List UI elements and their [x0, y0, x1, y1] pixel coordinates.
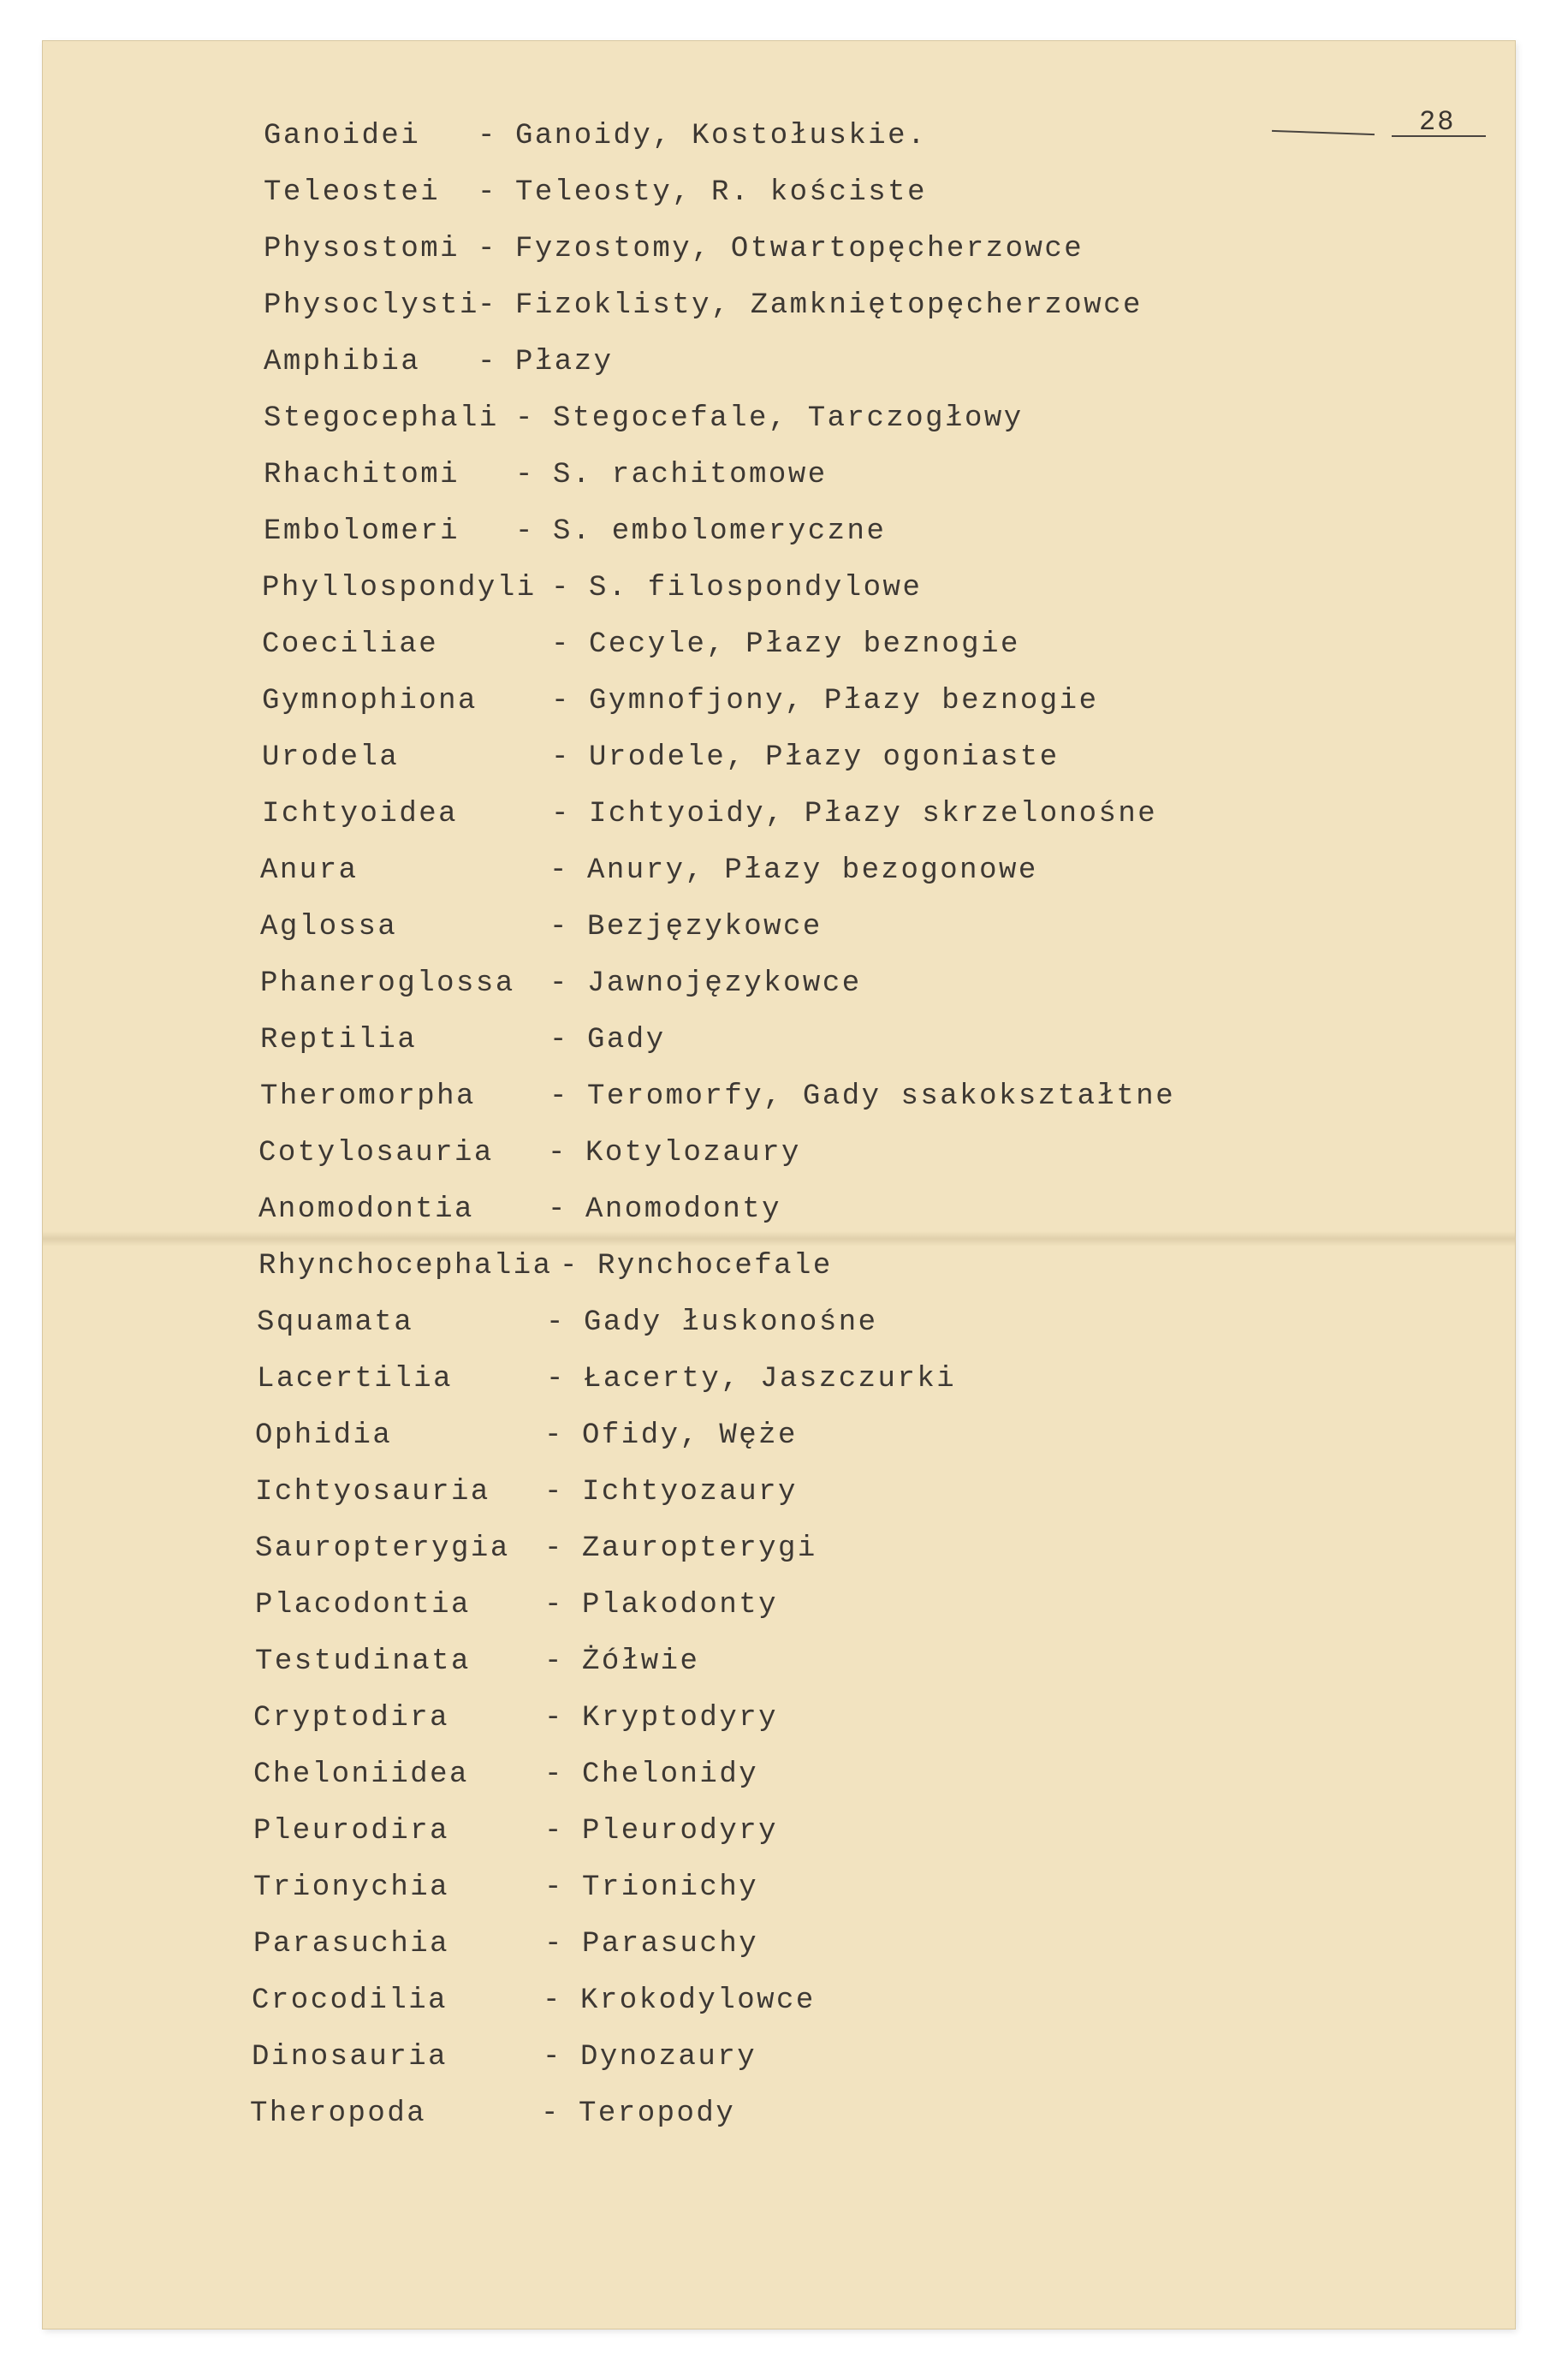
latin-term: Cotylosauria [258, 1137, 494, 1169]
latin-term: Coeciliae [262, 628, 439, 661]
latin-term: Stegocephali [264, 402, 499, 435]
separator-dash: - [544, 1589, 564, 1621]
latin-term: Teleostei [264, 176, 441, 209]
separator-dash: - [544, 1815, 564, 1847]
polish-term: Ichtyozaury [582, 1476, 798, 1508]
polish-term: Rynchocefale [597, 1250, 833, 1282]
latin-term: Ganoidei [264, 120, 421, 152]
latin-term: Ichtyoidea [262, 798, 459, 830]
separator-dash: - [548, 1193, 567, 1226]
separator-dash: - [551, 685, 571, 717]
separator-dash: - [544, 1645, 564, 1678]
separator-dash: - [478, 233, 497, 265]
polish-term: Stegocefale, Tarczogłowy [553, 402, 1024, 435]
polish-term: Zauropterygi [582, 1532, 817, 1565]
separator-dash: - [478, 346, 497, 378]
latin-term: Amphibia [264, 346, 421, 378]
separator-dash: - [551, 741, 571, 774]
polish-term: Fyzostomy, Otwartopęcherzowce [515, 233, 1084, 265]
polish-term: Anomodonty [585, 1193, 782, 1226]
separator-dash: - [549, 854, 569, 887]
latin-term: Ophidia [255, 1419, 393, 1452]
polish-term: Jawnojęzykowce [587, 967, 862, 1000]
glossary-list [43, 41, 1515, 2329]
separator-dash: - [549, 911, 569, 943]
polish-term: Bezjęzykowce [587, 911, 823, 943]
latin-term: Anomodontia [258, 1193, 474, 1226]
typed-page [43, 41, 1515, 2329]
polish-term: Teromorfy, Gady ssakokształtne [587, 1080, 1176, 1113]
polish-term: Kotylozaury [585, 1137, 801, 1169]
latin-term: Theropoda [250, 2097, 427, 2130]
polish-term: Trionichy [582, 1871, 759, 1904]
polish-term: Gymnofjony, Płazy beznogie [589, 685, 1099, 717]
latin-term: Anura [260, 854, 359, 887]
latin-term: Urodela [262, 741, 400, 774]
latin-term: Aglossa [260, 911, 398, 943]
polish-term: Ganoidy, Kostołuskie. [515, 120, 927, 152]
page-number: 28 [1419, 106, 1456, 138]
polish-term: Kryptodyry [582, 1702, 779, 1734]
polish-term: Żółwie [582, 1645, 700, 1678]
polish-term: S. rachitomowe [553, 459, 828, 491]
polish-term: Krokodylowce [580, 1984, 816, 2017]
polish-term: Gady [587, 1024, 666, 1056]
separator-dash: - [544, 1532, 564, 1565]
separator-dash: - [551, 572, 571, 604]
latin-term: Cryptodira [253, 1702, 450, 1734]
separator-dash: - [544, 1419, 564, 1452]
latin-term: Physostomi [264, 233, 460, 265]
latin-term: Parasuchia [253, 1928, 450, 1961]
separator-dash: - [549, 1024, 569, 1056]
separator-dash: - [549, 967, 569, 1000]
separator-dash: - [541, 2097, 561, 2130]
latin-term: Crocodilia [252, 1984, 448, 2017]
separator-dash: - [549, 1080, 569, 1113]
separator-dash: - [478, 120, 497, 152]
latin-term: Squamata [257, 1306, 414, 1339]
separator-dash: - [478, 176, 497, 209]
latin-term: Rhachitomi [264, 459, 460, 491]
polish-term: Gady łuskonośne [584, 1306, 878, 1339]
polish-term: S. embolomeryczne [553, 515, 887, 548]
polish-term: Urodele, Płazy ogoniaste [589, 741, 1060, 774]
separator-dash: - [551, 798, 571, 830]
separator-dash: - [544, 1871, 564, 1904]
latin-term: Phaneroglossa [260, 967, 515, 1000]
polish-term: Łacerty, Jaszczurki [584, 1363, 957, 1395]
polish-term: Anury, Płazy bezogonowe [587, 854, 1038, 887]
polish-term: S. filospondylowe [589, 572, 923, 604]
polish-term: Ichtyoidy, Płazy skrzelonośne [589, 798, 1158, 830]
polish-term: Chelonidy [582, 1758, 759, 1791]
separator-dash: - [546, 1306, 566, 1339]
latin-term: Placodontia [255, 1589, 471, 1621]
latin-term: Sauropterygia [255, 1532, 510, 1565]
latin-term: Theromorpha [260, 1080, 476, 1113]
separator-dash: - [544, 1476, 564, 1508]
polish-term: Ofidy, Węże [582, 1419, 798, 1452]
polish-term: Dynozaury [580, 2041, 757, 2074]
separator-dash: - [548, 1137, 567, 1169]
separator-dash: - [546, 1363, 566, 1395]
polish-term: Pleurodyry [582, 1815, 779, 1847]
latin-term: Gymnophiona [262, 685, 478, 717]
separator-dash: - [543, 2041, 562, 2074]
latin-term: Ichtyosauria [255, 1476, 490, 1508]
separator-dash: - [515, 515, 535, 548]
latin-term: Dinosauria [252, 2041, 448, 2074]
polish-term: Cecyle, Płazy beznogie [589, 628, 1020, 661]
separator-dash: - [543, 1984, 562, 2017]
polish-term: Plakodonty [582, 1589, 779, 1621]
latin-term: Reptilia [260, 1024, 418, 1056]
separator-dash: - [544, 1702, 564, 1734]
latin-term: Pleurodira [253, 1815, 450, 1847]
separator-dash: - [544, 1928, 564, 1961]
separator-dash: - [515, 459, 535, 491]
separator-dash: - [560, 1250, 579, 1282]
separator-dash: - [551, 628, 571, 661]
separator-dash: - [544, 1758, 564, 1791]
latin-term: Physoclysti [264, 289, 479, 322]
latin-term: Testudinata [255, 1645, 471, 1678]
polish-term: Płazy [515, 346, 614, 378]
polish-term: Fizoklisty, Zamkniętopęcherzowce [515, 289, 1143, 322]
polish-term: Parasuchy [582, 1928, 759, 1961]
latin-term: Embolomeri [264, 515, 460, 548]
latin-term: Cheloniidea [253, 1758, 469, 1791]
latin-term: Rhynchocephalia [258, 1250, 553, 1282]
latin-term: Phyllospondyli [262, 572, 537, 604]
polish-term: Teropody [579, 2097, 736, 2130]
latin-term: Trionychia [253, 1871, 450, 1904]
separator-dash: - [478, 289, 497, 322]
separator-dash: - [515, 402, 535, 435]
latin-term: Lacertilia [257, 1363, 454, 1395]
polish-term: Teleosty, R. kościste [515, 176, 927, 209]
